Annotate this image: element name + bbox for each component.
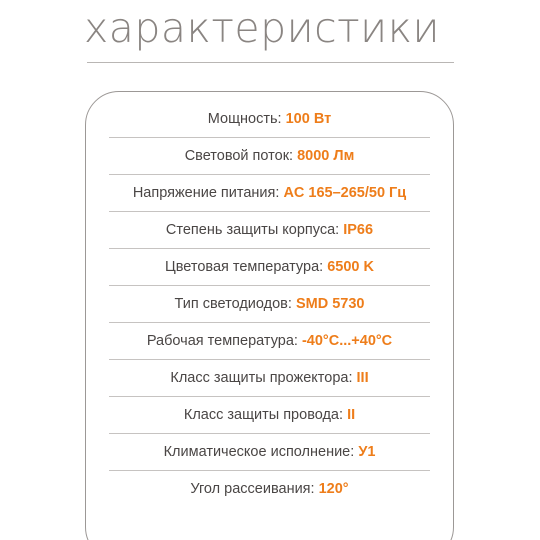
spec-row-color-temperature	[86, 249, 453, 286]
spec-label: Климатическое исполнение:	[163, 444, 355, 460]
title-divider	[87, 62, 454, 63]
spec-value: 6500 K	[327, 259, 374, 275]
specs-card	[85, 91, 454, 540]
spec-label: Световой поток:	[184, 148, 294, 164]
spec-label: Класс защиты прожектора:	[170, 370, 353, 386]
spec-value: SMD 5730	[295, 296, 365, 312]
spec-value: III	[356, 370, 369, 386]
spec-row-climatic-version	[86, 434, 453, 471]
spec-row-supply-voltage	[86, 175, 453, 212]
spec-value: II	[347, 407, 356, 423]
spec-row-power	[86, 101, 453, 138]
spec-value: -40°C...+40°C	[301, 333, 393, 349]
spec-row-ingress-protection	[86, 212, 453, 249]
spec-value: AC 165–265/50 Гц	[283, 185, 407, 201]
spec-label: Мощность:	[207, 111, 282, 127]
page-title: характеристики	[84, 4, 441, 52]
spec-row-led-type	[86, 286, 453, 323]
spec-label: Угол рассеивания:	[190, 481, 315, 497]
spec-label: Тип светодиодов:	[174, 296, 292, 312]
spec-row-floodlight-protection-class	[86, 360, 453, 397]
spec-label: Степень защиты корпуса:	[165, 222, 340, 238]
spec-label: Цветовая температура:	[165, 259, 324, 275]
spec-value: 8000 Лм	[297, 148, 355, 164]
spec-value: IP66	[343, 222, 374, 238]
spec-label: Класс защиты провода:	[183, 407, 344, 423]
spec-row-wire-protection-class	[86, 397, 453, 434]
spec-row-luminous-flux	[86, 138, 453, 175]
specs-list	[86, 101, 453, 508]
spec-value: У1	[358, 444, 376, 460]
spec-value: 100 Вт	[285, 111, 332, 127]
spec-label: Рабочая температура:	[146, 333, 298, 349]
spec-value: 120°	[318, 481, 349, 497]
spec-label: Напряжение питания:	[132, 185, 280, 201]
spec-row-beam-angle	[86, 471, 453, 508]
spec-row-operating-temperature	[86, 323, 453, 360]
